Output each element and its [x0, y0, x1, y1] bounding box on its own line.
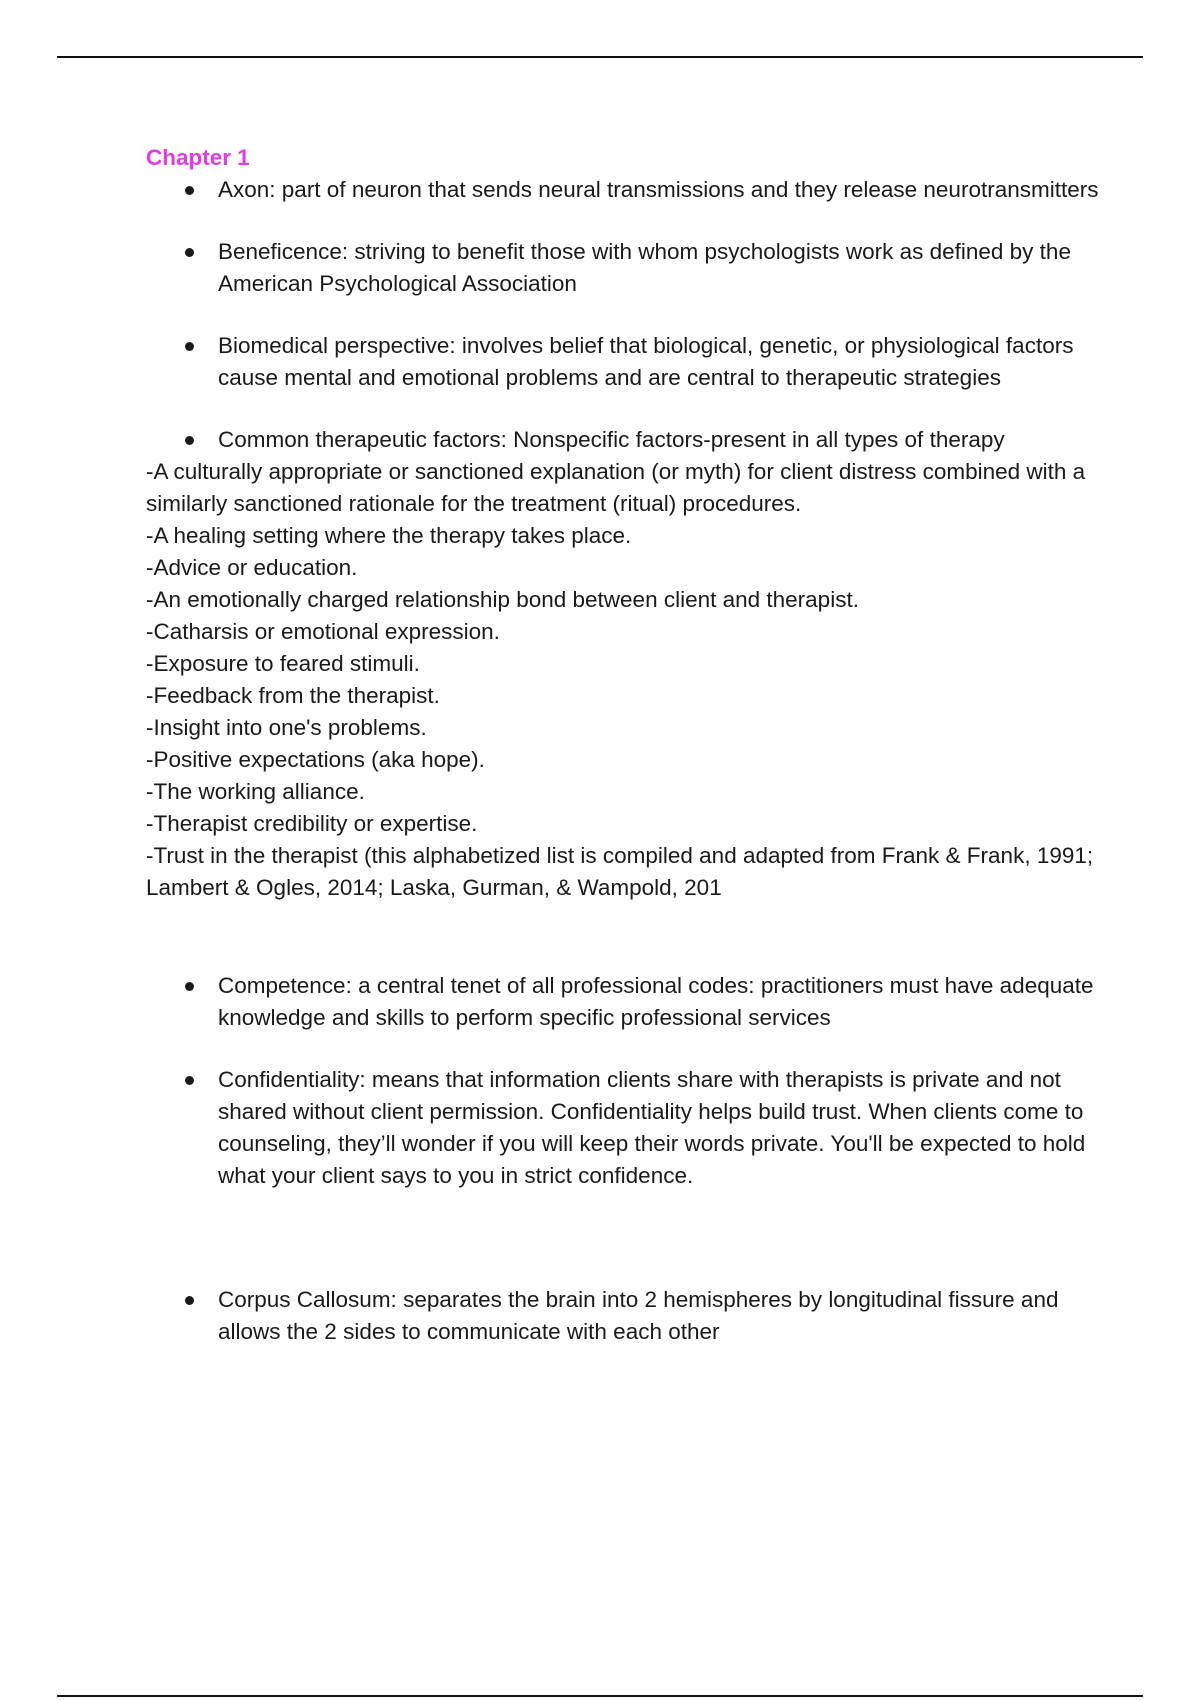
factor-line: -Insight into one's problems.	[146, 715, 427, 740]
top-rule	[57, 56, 1143, 58]
term-beneficence: Beneficence: striving to benefit those with whom psychologists work as defined by the American Psychological Association	[146, 236, 1106, 300]
term-corpus-callosum: Corpus Callosum: separates the brain into 2 hemispheres by longitudinal fissure and allows the 2 sides to communicate with each other	[146, 1284, 1106, 1348]
factor-line: -A healing setting where the therapy takes place.	[146, 523, 632, 548]
term-list	[146, 174, 1106, 456]
term-axon: Axon: part of neuron that sends neural transmissions and they release neurotransmitters	[146, 174, 1106, 206]
factor-line: -The working alliance.	[146, 779, 365, 804]
factor-line: -An emotionally charged relationship bond between client and therapist.	[146, 587, 859, 612]
document-body	[146, 142, 1106, 1348]
factor-line: -A culturally appropriate or sanctioned explanation (or myth) for client distress combined with a similarly sanctioned rationale for the treatment (ritual) procedures.	[146, 459, 1086, 516]
term-common-therapeutic-factors: Common therapeutic factors: Nonspecific factors-present in all types of therapy	[146, 424, 1106, 456]
bottom-rule	[57, 1695, 1143, 1697]
factor-line: -Advice or education.	[146, 555, 358, 580]
factor-line: -Therapist credibility or expertise.	[146, 811, 478, 836]
factor-line: -Trust in the therapist (this alphabetized list is compiled and adapted from Frank & Frank, 1991; Lambert & Ogles, 2014; Laska, Gurman, & Wampold, 201	[146, 843, 1094, 900]
factor-lines	[146, 456, 1106, 904]
term-confidentiality: Confidentiality: means that information clients share with therapists is private and not shared without client permission. Confidentiality helps build trust. When clients come to counseling, they’ll wonder if you will keep their words private. You'll be expected to hold what your client says to you in strict confidence.	[146, 1064, 1106, 1192]
factor-line: -Exposure to feared stimuli.	[146, 651, 420, 676]
factor-line: -Feedback from the therapist.	[146, 683, 440, 708]
term-biomedical-perspective: Biomedical perspective: involves belief that biological, genetic, or physiological factors cause mental and emotional problems and are central to therapeutic strategies	[146, 330, 1106, 394]
chapter-heading: Chapter 1	[146, 145, 250, 170]
factor-line: -Positive expectations (aka hope).	[146, 747, 485, 772]
term-list-continued	[146, 970, 1106, 1348]
term-competence: Competence: a central tenet of all professional codes: practitioners must have adequate knowledge and skills to perform specific professional services	[146, 970, 1106, 1034]
factor-line: -Catharsis or emotional expression.	[146, 619, 500, 644]
